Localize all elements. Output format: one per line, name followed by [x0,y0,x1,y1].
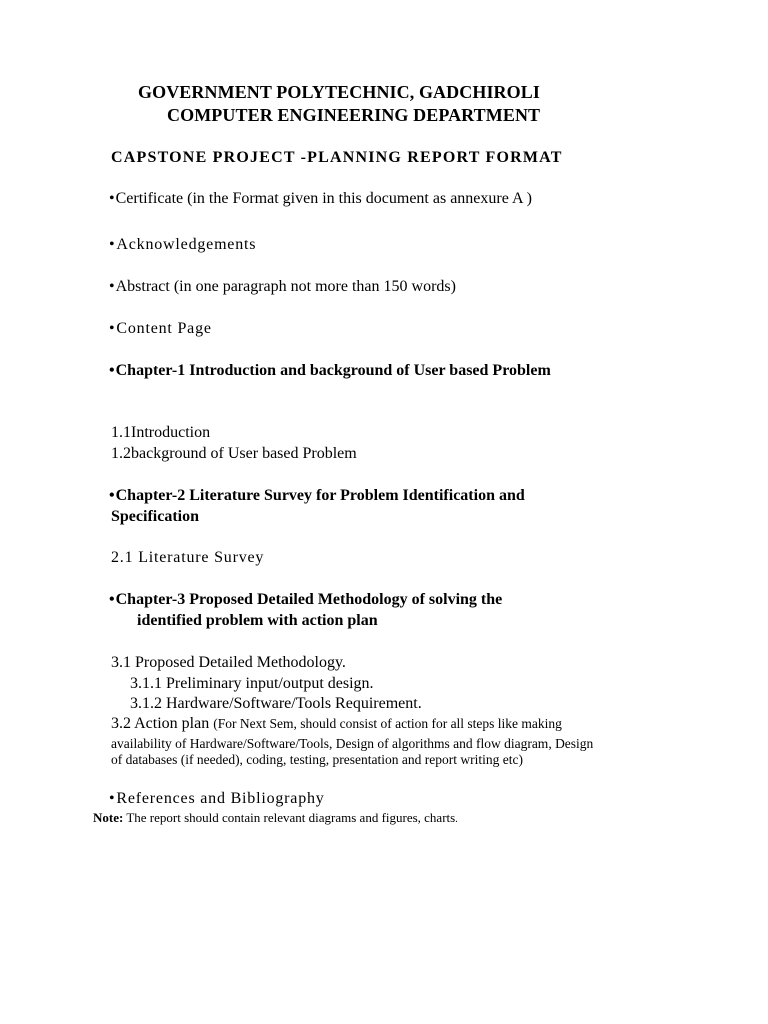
bullet-icon: • [109,790,116,807]
list-item-abstract [109,278,456,296]
bullet-icon: • [109,320,116,337]
chapter-2-heading-line2: Specification [111,508,199,525]
list-item-chapter-3 [109,591,502,609]
section-3-2-desc-line3: of databases (if needed), coding, testing, presentation and report writing etc) [111,752,523,767]
content-page-text: Content Page [116,320,212,337]
section-3-2 [111,715,562,733]
section-3-1-2: 3.1.2 Hardware/Software/Tools Requirement. [130,695,422,712]
list-item-chapter-2 [109,487,525,505]
note-period: . [455,814,458,825]
chapter-3-heading-line1: Chapter-3 Proposed Detailed Methodology of solving the [115,591,503,608]
section-3-1: 3.1 Proposed Detailed Methodology. [111,654,346,671]
section-2-1: 2.1 Literature Survey [111,549,265,566]
note-text: The report should contain relevant diagrams and figures, charts [123,810,456,825]
note-label: Note: [93,810,124,825]
list-item-references [109,790,325,808]
bullet-icon: • [109,487,115,504]
references-text: References and Bibliography [116,790,325,807]
chapter-3-heading-line2: identified problem with action plan [137,612,378,629]
bullet-icon: • [109,591,115,608]
bullet-icon: • [109,278,115,295]
section-3-2-desc-line2: availability of Hardware/Software/Tools, Design of algorithms and flow diagram, Design [111,736,594,751]
abstract-text: Abstract (in one paragraph not more than 150 words) [115,278,456,295]
section-1-2: 1.2background of User based Problem [111,445,357,462]
list-item-acknowledgements [109,236,256,254]
section-3-1-1: 3.1.1 Preliminary input/output design. [130,675,374,692]
chapter-2-heading-line1: Chapter-2 Literature Survey for Problem Identification and [115,487,525,504]
acknowledgements-text: Acknowledgements [116,236,257,253]
institute-name: GOVERNMENT POLYTECHNIC, GADCHIROLI [138,82,540,102]
report-format-title: CAPSTONE PROJECT -PLANNING REPORT FORMAT [111,149,563,166]
list-item-certificate [109,190,532,208]
section-3-2-desc-line1: (For Next Sem, should consist of action for all steps like making [213,716,562,731]
bullet-icon: • [109,190,115,207]
bullet-icon: • [109,362,115,379]
bullet-icon: • [109,236,116,253]
list-item-content-page [109,320,212,338]
chapter-1-heading: Chapter-1 Introduction and background of User based Problem [115,362,551,379]
department-name: COMPUTER ENGINEERING DEPARTMENT [167,105,541,125]
section-3-2-label: 3.2 Action plan [111,715,214,732]
report-note [93,810,458,826]
section-1-1: 1.1Introduction [111,424,211,441]
certificate-text: Certificate (in the Format given in this document as annexure A ) [115,190,532,207]
list-item-chapter-1 [109,362,551,380]
